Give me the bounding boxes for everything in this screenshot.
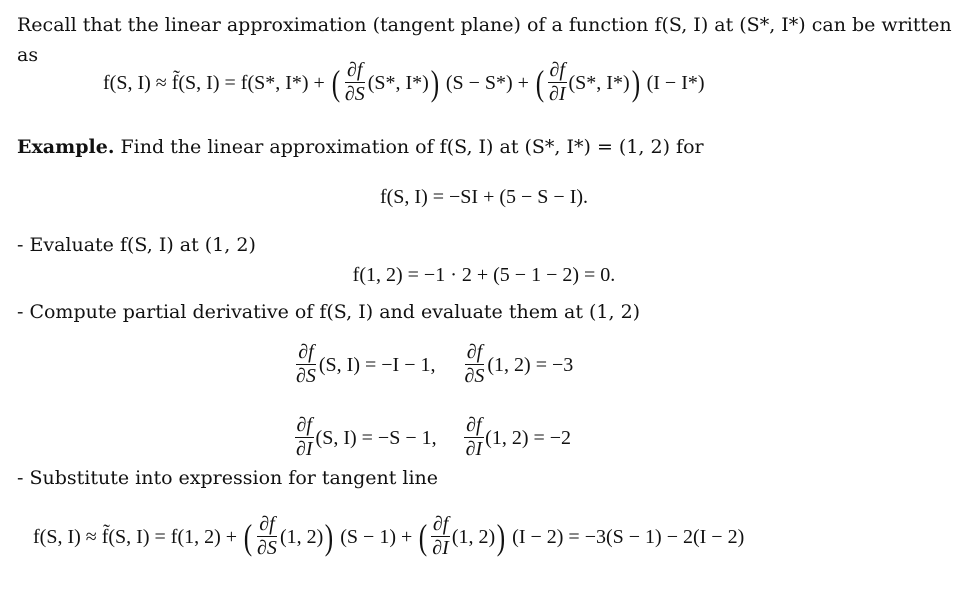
fraction-denominator: ∂I (465, 438, 483, 460)
partial-s-fraction (343, 60, 367, 105)
fraction-denominator: ∂I (548, 83, 566, 105)
partial-i-fraction (294, 415, 315, 460)
fraction-numerator: ∂f (549, 59, 565, 81)
partial-i-expression: (S, I) = −S − 1, (315, 426, 437, 449)
fraction-denominator: ∂I (296, 438, 313, 460)
fraction-numerator: ∂f (296, 414, 312, 436)
fraction-denominator: ∂S (257, 537, 277, 559)
partial-i-fraction (547, 60, 568, 105)
fraction-numerator: ∂f (466, 341, 483, 363)
tangent-formula-lhs: f(S, I) ≈ f̃(S, I) = f(1, 2) + (33, 525, 238, 548)
step-1-text: - Evaluate f(S, I) at (1, 2) (17, 234, 256, 256)
right-paren: ) (430, 62, 440, 103)
general-formula (103, 60, 705, 105)
partial-s-fraction (294, 342, 318, 387)
left-paren: ( (419, 516, 428, 557)
fraction-denominator: ∂S (344, 83, 365, 105)
fraction-denominator: ∂S (296, 365, 316, 387)
tangent-formula-term-2: (I − 2) = −3(S − 1) − 2(I − 2) (512, 525, 745, 548)
general-formula-term-1: (S − S*) + (445, 71, 529, 94)
step-1-equation: f(1, 2) = −1 · 2 + (5 − 1 − 2) = 0. (352, 264, 616, 286)
evaluation-point: (1, 2) (451, 525, 496, 548)
fraction-numerator: ∂f (466, 414, 482, 436)
example-statement (17, 138, 704, 157)
partial-s-fraction (255, 514, 279, 559)
partial-i-value: (1, 2) = −2 (485, 426, 572, 449)
example-text: Find the linear approximation of f(S, I) at (S*, I*) = (1, 2) for (120, 136, 704, 158)
example-label: Example. (17, 136, 115, 158)
step-3-text: - Substitute into expression for tangent line (17, 467, 439, 489)
step-2-text: - Compute partial derivative of f(S, I) and evaluate them at (1, 2) (17, 301, 641, 323)
fraction-numerator: ∂f (259, 513, 275, 535)
right-paren: ) (496, 516, 506, 557)
intro-line-2: as (17, 44, 39, 66)
fraction-numerator: ∂f (347, 59, 363, 81)
partial-i-fraction (430, 514, 451, 559)
left-paren: ( (535, 62, 545, 103)
general-formula-term-2: (I − I*) (646, 71, 705, 94)
intro-line-1: Recall that the linear approximation (tangent plane) of a function f(S, I) at (S*, I*) can be written (17, 14, 952, 36)
partial-s-expression: (S, I) = −I − 1, (318, 353, 436, 376)
evaluation-point: (S*, I*) (367, 71, 429, 94)
left-paren: ( (331, 62, 341, 103)
left-paren: ( (243, 516, 253, 557)
partial-i-fraction (464, 415, 485, 460)
fraction-numerator: ∂f (298, 341, 314, 363)
example-function: f(S, I) = −SI + (5 − S − I). (379, 186, 589, 208)
general-formula-lhs: f(S, I) ≈ f̃(S, I) = f(S*, I*) + (103, 71, 325, 94)
right-paren: ) (631, 62, 640, 103)
tangent-formula-term-1: (S − 1) + (340, 525, 413, 548)
evaluation-point: (S*, I*) (568, 71, 630, 94)
fraction-numerator: ∂f (432, 513, 449, 535)
partial-s-value: (1, 2) = −3 (487, 353, 574, 376)
tangent-formula (33, 514, 744, 559)
right-paren: ) (325, 516, 334, 557)
evaluation-point: (1, 2) (279, 525, 324, 548)
partial-i-row (293, 415, 571, 460)
partial-s-fraction (463, 342, 487, 387)
fraction-denominator: ∂S (464, 365, 485, 387)
partial-s-row (293, 342, 573, 387)
fraction-denominator: ∂I (432, 537, 449, 559)
